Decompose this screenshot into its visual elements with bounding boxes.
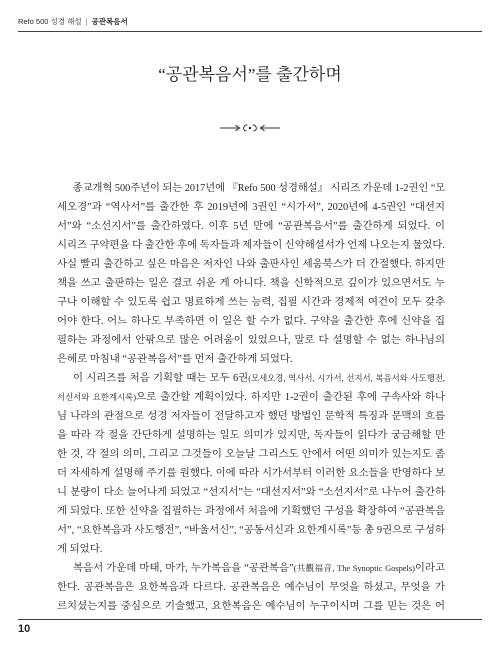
body-line: 서”와 “소선지서”를 출간하였다. 이후 5년 만에 “공관복음서”를 출간하게 되었다. 이 [57,220,445,232]
body-line: 을 따라 각 절을 간단하게 설명하는 일도 의미가 있지만, 독자들이 읽다가 궁금해할 만 [57,429,445,441]
body-line [57,388,445,407]
ornament-center-dot [249,127,252,130]
header-rule [18,31,482,32]
series-title: Refo 500 성경 해설 [18,17,82,26]
body-text-segment: 이 시리즈를 처음 기획할 때는 모두 6권 [73,372,249,384]
running-head [18,16,128,27]
body-line: 니 분량이 다소 늘어나게 되었고 “선지서”는 “대선지서”와 “소선지서”로 나누어 출간하 [57,486,445,498]
body-line: 르치셨는지를 중심으로 기술했고, 요한복음은 예수님이 누구이시며 그를 믿는 것은 어 [57,600,445,612]
body-paragraph [57,179,445,369]
body-line: 책을 쓰고 출판하는 일은 결코 쉬운 게 아니다. 책을 신학적으로 깊이가 있으면서도 누 [57,277,445,289]
ornament-right-curl [253,125,257,131]
parenthetical-note: (모세오경, 역사서, 시가서, 선지서, 복음서와 사도행전, [248,373,446,383]
body-line: 서”, “요한복음과 사도행전”, “바울서신”, “공동서신과 요한계시록”등 총 9권으로 구성하 [57,524,445,536]
body-line: 종교개혁 500주년이 되는 2017년에 『Refo 500 성경해설』 시리즈 가운데 1-2권인 “모 [72,182,446,194]
book-title: 공관복음서 [91,17,128,26]
body-line: 구나 이해할 수 있도록 쉽고 명료하게 쓰는 능력, 집필 시간과 경제적 여건이 모두 갖추 [57,296,445,308]
body-line: 사실 빨리 출간하고 싶은 마음은 저자인 나와 출판사인 세움북스가 더 간절했다. 하지만 [57,258,445,270]
body-line: 더 자세하게 설명해 주기를 원했다. 이에 따라 시가서부터 이러한 요소들을 반영하다 보 [57,467,445,479]
chapter-title: “공관복음서”를 출간하며 [158,65,342,84]
body-line: 님 나라의 관점으로 성경 저자들이 전달하고자 했던 방법인 문학적 특징과 문맥의 흐름 [57,410,445,422]
ornament-left-curl [244,125,248,131]
parenthetical-note: 서신서와 요한계시록) [57,392,137,402]
body-line: 시리즈 구약편을 다 출간한 후에 독자들과 제자들이 신약해설서가 언제 나오는지 물었다. [57,239,445,251]
body-text [57,179,445,616]
body-line: 게 되었다. 또한 신약을 집필하는 과정에서 처음에 기획했던 구성을 확장하여 “공관복음 [57,505,445,517]
header-separator: | [85,17,88,26]
body-text-segment: 이라고 [414,562,445,574]
body-line [57,369,445,388]
body-line: 한 것, 각 절의 의미, 그리고 그것들이 오늘날 그리스도 안에서 어떤 의미가 있는지도 좀 [57,448,445,460]
page-number: 10 [18,623,31,635]
flourish-divider-icon [218,121,282,135]
body-paragraph [57,559,445,616]
parenthetical-note: (共觀福音, The Synoptic Gospels) [293,563,415,573]
body-line: 필하는 과정에서 안팎으로 많은 어려움이 있었으나, 말로 다 설명할 수 없는 하나님의 [57,334,445,346]
body-line: 한다. 공관복음은 요한복음과 다르다. 공관복음은 예수님이 무엇을 하셨고, 무엇을 가 [57,581,445,593]
body-line: 세오경”과 “역사서”를 출간한 후 2019년에 3권인 “시가서”, 2020년에 4-5권인 “대선지 [57,201,445,213]
body-text-segment: 복음서 가운데 마태, 마가, 누가복음을 “공관복음” [73,562,294,574]
body-line: 게 되었다. [57,543,103,555]
footer-rule [18,619,482,620]
body-line: 어야 한다. 어느 하나도 부족하면 이 일은 할 수가 없다. 구약을 출간한 후에 신약을 집 [57,315,445,327]
body-text-segment: 으로 출간할 계획이었다. 하지만 1-2권이 출간된 후에 구속사와 하나 [136,391,445,403]
body-line: 은혜로 마침내 “공관복음서”를 먼저 출간하게 되었다. [57,353,293,365]
body-paragraph [57,369,445,559]
body-line [57,559,445,578]
